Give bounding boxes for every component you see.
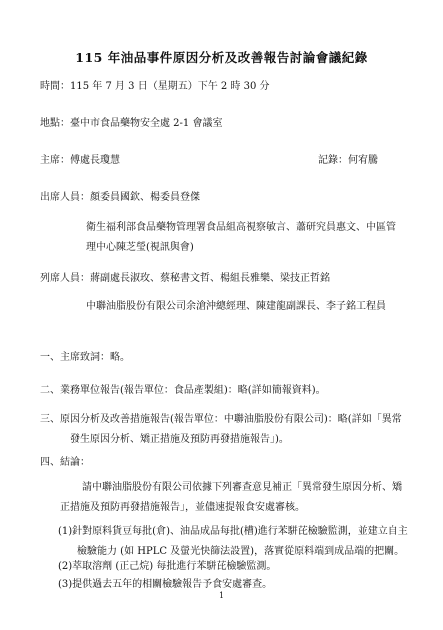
page-number: 1 — [218, 591, 225, 600]
conclusion-intro: 請中聯油脂股份有限公司依據下列審查意見補正「異常發生原因分析、矯正措施及預防再發措施報告」，並儘速提報食安處審核。 — [60, 482, 402, 513]
meeting-recorder: 記錄：何宥騰 — [318, 155, 378, 166]
attendees-line: 出席人員：顏委員國欽、楊委員登傑 — [40, 192, 200, 203]
attendees-officials: 衛生福利部食品藥物管理署食品組高視察敏言、蕭研究員惠文、中區管理中心陳芝瑩(視訊與會) — [86, 222, 396, 253]
conclusion-point-1: (1)針對原料貨豆每批(倉)、油品成品每批(槽)進行苯駢芘檢驗監測，並建立自主檢驗能力 (如 HPLC 及螢光快篩法設置)，落實從原料端到成品端的把關。 — [58, 526, 408, 557]
item-opening-remarks: 一、主席致詞：略。 — [40, 352, 130, 363]
conclusion-point-3: (3)提供過去五年的相關檢驗報告予食安處審查。 — [58, 579, 273, 590]
observers-company: 中聯油脂股份有限公司余滄沖總經理、陳建龍副課長、李子銘工程員 — [86, 301, 386, 312]
conclusion-point-2: (2)萃取溶劑 (正己烷) 每批進行苯駢芘檢驗監測。 — [58, 561, 277, 572]
item-cause-analysis: 三、原因分析及改善措施報告(報告單位：中聯油脂股份有限公司)：略(詳如「異常發生原因分析、矯正措施及預防再發措施報告」)。 — [40, 414, 402, 445]
document-title: 115 年油品事件原因分析及改善報告討論會議紀錄 — [75, 50, 368, 65]
meeting-location: 地點：臺中市食品藥物安全處 2-1 會議室 — [40, 118, 223, 129]
meeting-time: 時間：115 年 7 月 3 日（星期五）下午 2 時 30 分 — [40, 81, 270, 92]
observers-line: 列席人員：蔣副處長淑玫、蔡秘書文哲、楊組長雅樂、梁技正哲銘 — [40, 273, 330, 284]
meeting-chair: 主席：傅處長瓊慧 — [40, 155, 120, 166]
item-business-report: 二、業務單位報告(報告單位：食品產製組)：略(詳如簡報資料)。 — [40, 385, 326, 396]
item-conclusion-heading: 四、結論： — [40, 457, 90, 468]
